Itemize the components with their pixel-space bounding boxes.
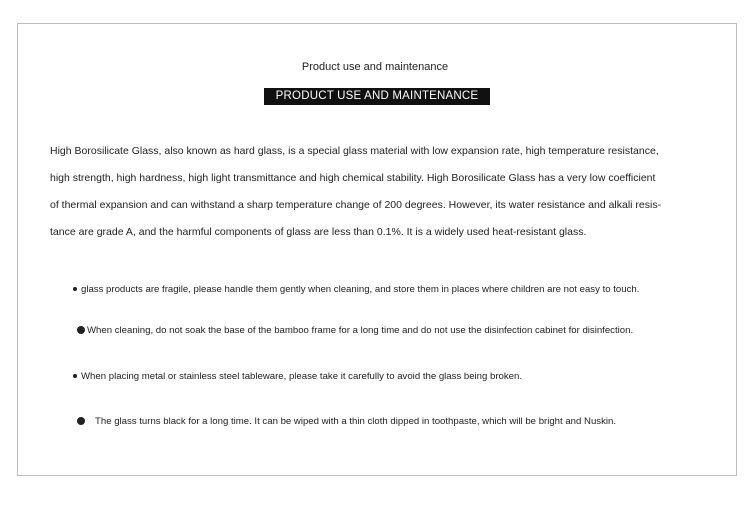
intro-line: High Borosilicate Glass, also known as hard glass, is a special glass material with low expansion rate, high temperature resistance, — [50, 145, 659, 157]
bullet-dot-icon — [73, 374, 77, 378]
section-title: PRODUCT USE AND MAINTENANCE — [275, 90, 479, 102]
page-subtitle: Product use and maintenance — [301, 61, 449, 73]
bullet-dot-icon — [77, 326, 85, 334]
intro-line: of thermal expansion and can withstand a sharp temperature change of 200 degrees. However, its water resistance and alkali resis- — [50, 199, 662, 211]
care-bullet-text: The glass turns black for a long time. It can be wiped with a thin cloth dipped in toothpaste, which will be bright and Nuskin. — [95, 416, 617, 427]
care-bullet-item — [73, 371, 522, 382]
care-bullet-text: glass products are fragile, please handle them gently when cleaning, and store them in places where children are not easy to touch. — [81, 284, 640, 295]
care-bullet-item — [77, 325, 633, 336]
care-bullet-item — [77, 416, 616, 427]
care-bullet-text: When cleaning, do not soak the base of the bamboo frame for a long time and do not use the disinfection cabinet for disinfection. — [87, 325, 634, 336]
bullet-dot-icon — [73, 287, 77, 291]
section-title-bar — [264, 88, 490, 105]
intro-line: high strength, high hardness, high light transmittance and high chemical stability. High Borosilicate Glass has a very low coefficient — [50, 172, 656, 184]
intro-line: tance are grade A, and the harmful components of glass are less than 0.1%. It is a widely used heat-resistant glass. — [50, 226, 587, 238]
bullet-dot-icon — [77, 417, 85, 425]
care-bullet-item — [73, 284, 639, 295]
care-bullet-text: When placing metal or stainless steel tableware, please take it carefully to avoid the glass being broken. — [81, 371, 523, 382]
intro-paragraph — [50, 138, 700, 246]
